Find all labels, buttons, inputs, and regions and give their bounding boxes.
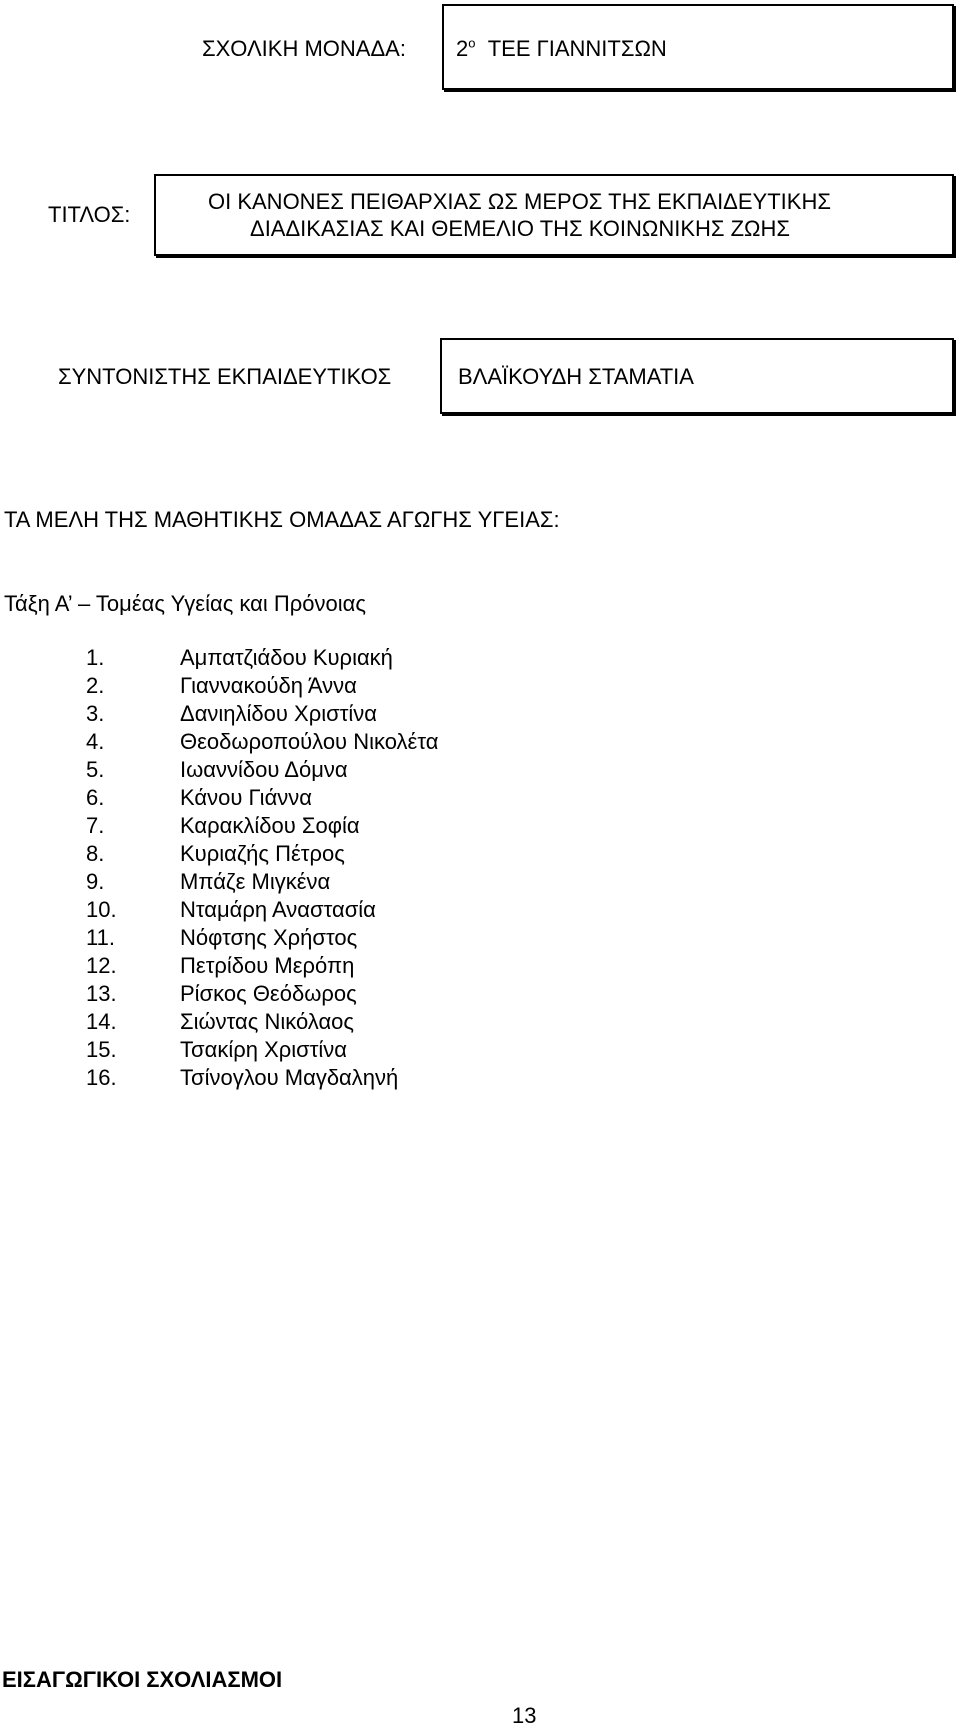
- list-item-number: 7.: [86, 813, 105, 838]
- list-item: [0, 673, 960, 701]
- list-item-name: Ρίσκος Θεόδωρος: [180, 981, 357, 1006]
- title-box: [154, 174, 954, 256]
- title-line-2: ΔΙΑΔΙΚΑΣΙΑΣ ΚΑΙ ΘΕΜΕΛΙΟ ΤΗΣ ΚΟΙΝΩΝΙΚΗΣ ΖΩΗΣ: [250, 216, 790, 241]
- list-item: [0, 981, 960, 1009]
- list-item-number: 11.: [86, 925, 115, 950]
- list-item: [0, 645, 960, 673]
- list-item-name: Θεοδωροπούλου Νικολέτα: [180, 729, 439, 754]
- list-item-number: 13.: [86, 981, 117, 1006]
- school-unit-box: [442, 4, 954, 90]
- school-unit-ordinal: ο: [468, 35, 476, 51]
- list-item-number: 2.: [86, 673, 105, 698]
- list-item-name: Κυριαζής Πέτρος: [180, 841, 345, 866]
- list-item-number: 15.: [86, 1037, 117, 1062]
- list-item-name: Νταμάρη Αναστασία: [180, 897, 376, 922]
- coordinator-name: ΒΛΑΪΚΟΥΔΗ ΣΤΑΜΑΤΙΑ: [458, 364, 694, 389]
- list-item: [0, 1037, 960, 1065]
- list-item-name: Τσίνογλου Μαγδαληνή: [180, 1065, 399, 1090]
- list-item-number: 14.: [86, 1009, 117, 1034]
- page-number: 13: [512, 1703, 537, 1728]
- list-item-name: Τσακίρη Χριστίνα: [180, 1037, 348, 1062]
- list-item: [0, 925, 960, 953]
- list-item: [0, 841, 960, 869]
- school-unit-name: ΤΕΕ ΓΙΑΝΝΙΤΣΩΝ: [487, 36, 667, 61]
- list-item: [0, 729, 960, 757]
- list-item-name: Σιώντας Νικόλαος: [180, 1009, 355, 1034]
- list-item: [0, 869, 960, 897]
- list-item-number: 8.: [86, 841, 105, 866]
- list-item-number: 10.: [86, 897, 117, 922]
- list-item-name: Γιαννακούδη Άννα: [180, 673, 357, 698]
- section-heading: ΕΙΣΑΓΩΓΙΚΟΙ ΣΧΟΛΙΑΣΜΟΙ: [2, 1667, 283, 1692]
- list-item-number: 16.: [86, 1065, 117, 1090]
- list-item-name: Νόφτσης Χρήστος: [180, 925, 358, 950]
- list-item-number: 6.: [86, 785, 105, 810]
- title-line-1: ΟΙ ΚΑΝΟΝΕΣ ΠΕΙΘΑΡΧΙΑΣ ΩΣ ΜΕΡΟΣ ΤΗΣ ΕΚΠΑΙΔΕΥΤΙΚΗΣ: [208, 189, 831, 214]
- list-item-name: Καρακλίδου Σοφία: [180, 813, 360, 838]
- list-item-number: 12.: [86, 953, 117, 978]
- coordinator-box: [440, 338, 954, 414]
- members-list: [0, 645, 960, 1095]
- school-unit-value: [456, 36, 667, 62]
- class-line: Τάξη Α’ – Τομέας Υγείας και Πρόνοιας: [4, 591, 366, 616]
- list-item: [0, 897, 960, 925]
- school-unit-label: ΣΧΟΛΙΚΗ ΜΟΝΑΔΑ:: [202, 36, 406, 61]
- title-label: ΤΙΤΛΟΣ:: [48, 202, 131, 227]
- list-item-name: Δανιηλίδου Χριστίνα: [180, 701, 378, 726]
- list-item: [0, 785, 960, 813]
- list-item: [0, 757, 960, 785]
- list-item-number: 3.: [86, 701, 105, 726]
- list-item-name: Μπάζε Μιγκένα: [180, 869, 331, 894]
- members-heading: ΤΑ ΜΕΛΗ ΤΗΣ ΜΑΘΗΤΙΚΗΣ ΟΜΑΔΑΣ ΑΓΩΓΗΣ ΥΓΕΙΑΣ:: [4, 507, 560, 532]
- list-item-number: 9.: [86, 869, 105, 894]
- list-item: [0, 701, 960, 729]
- list-item: [0, 953, 960, 981]
- list-item-name: Ιωαννίδου Δόμνα: [180, 757, 348, 782]
- list-item-number: 5.: [86, 757, 105, 782]
- list-item-name: Πετρίδου Μερόπη: [180, 953, 355, 978]
- list-item-name: Αμπατζιάδου Κυριακή: [180, 645, 393, 670]
- list-item-number: 1.: [86, 645, 105, 670]
- list-item-number: 4.: [86, 729, 105, 754]
- list-item: [0, 1065, 960, 1093]
- list-item-name: Κάνου Γιάννα: [180, 785, 312, 810]
- coordinator-label: ΣΥΝΤΟΝΙΣΤΗΣ ΕΚΠΑΙΔΕΥΤΙΚΟΣ: [58, 364, 392, 389]
- list-item: [0, 1009, 960, 1037]
- list-item: [0, 813, 960, 841]
- school-unit-number: 2: [456, 36, 469, 61]
